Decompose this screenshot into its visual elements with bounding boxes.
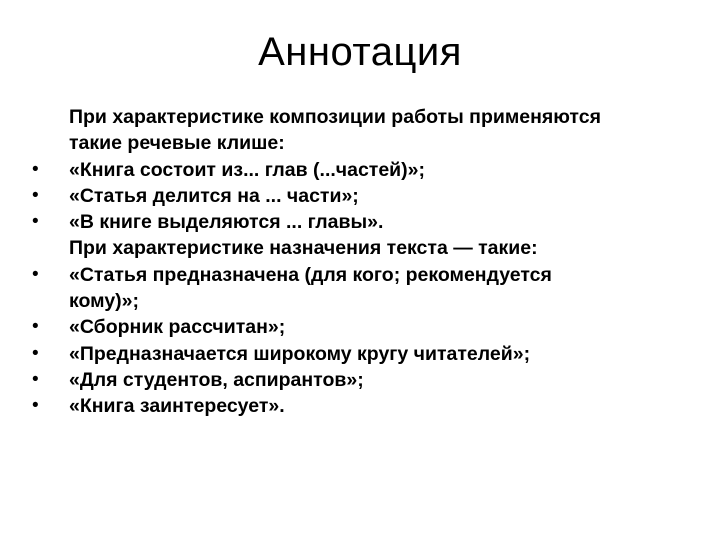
body-line: кому)»; — [69, 290, 140, 313]
bullet-item: • «Статья предназначена (для кого; рекомендуется — [32, 262, 692, 288]
bullet-item: • «В книге выделяются ... главы». — [32, 209, 692, 235]
slide-title: Аннотация — [258, 30, 462, 74]
bullet-item: • «Для студентов, аспирантов»; — [32, 367, 692, 393]
bullet-item: • «Книга состоит из... глав (...частей)»; — [32, 157, 692, 183]
bullet-item: • «Предназначается широкому кругу читателей»; — [32, 341, 692, 367]
bullet-item: • «Сборник рассчитан»; — [32, 314, 692, 340]
slide-body — [32, 104, 692, 420]
body-line: При характеристике назначения текста — такие: — [69, 237, 538, 260]
body-line: При характеристике композиции работы применяются — [69, 106, 601, 128]
body-line: такие речевые клише: — [69, 132, 285, 155]
bullet-item: • «Статья делится на ... части»; — [32, 183, 692, 209]
bullet-item: • «Книга заинтересует». — [32, 393, 692, 419]
